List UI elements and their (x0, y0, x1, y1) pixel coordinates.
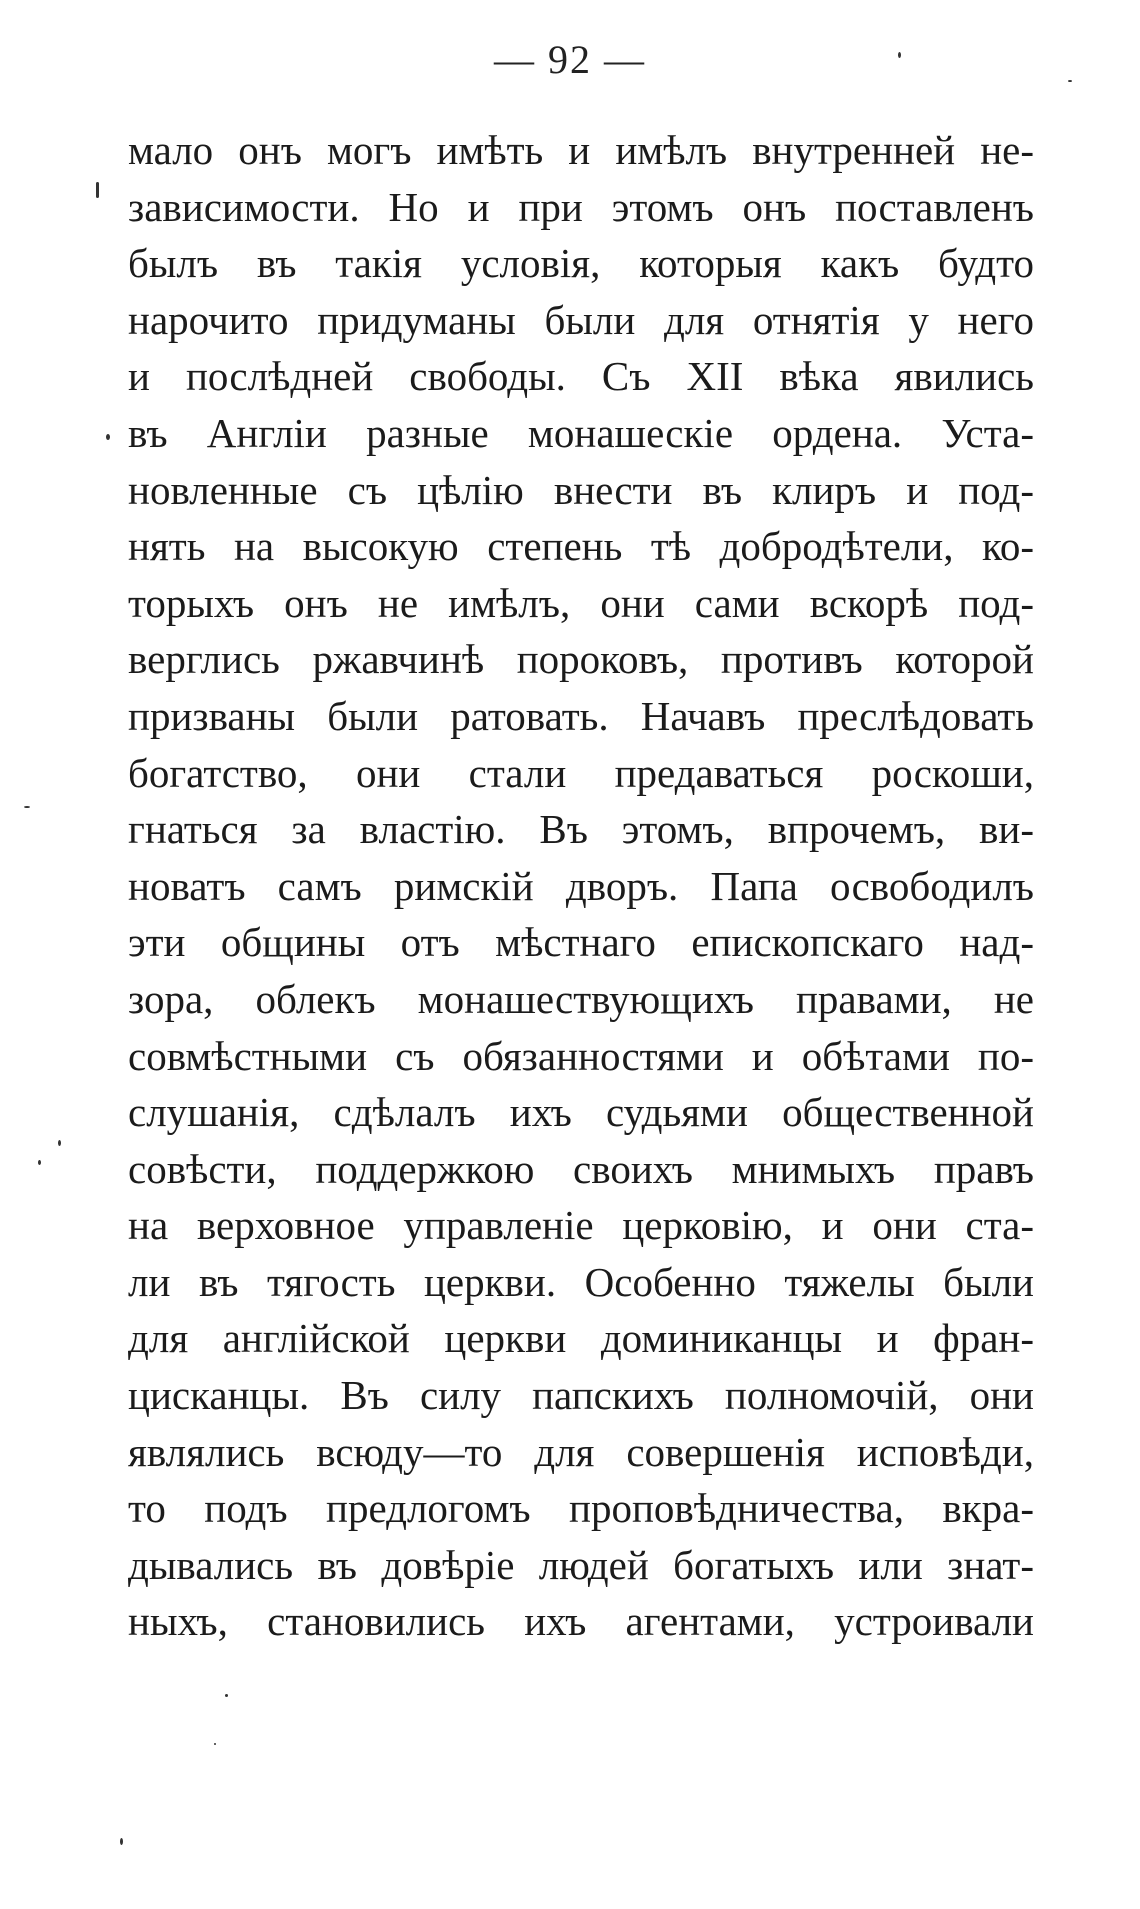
scan-speck (106, 434, 110, 440)
scan-speck (96, 182, 99, 198)
text-line: цисканцы. Въ силу папскихъ полномочій, они (128, 1372, 1034, 1419)
text-line: то подъ предлогомъ проповѣдничества, вкра- (128, 1485, 1034, 1532)
text-line: нять на высокую степень тѣ добродѣтели, ко- (128, 523, 1034, 570)
text-line: совмѣстными съ обязанностями и обѣтами по- (128, 1032, 1034, 1079)
text-line: совѣсти, поддержкою своихъ мнимыхъ правъ (128, 1145, 1034, 1192)
text-line: для англійской церкви доминиканцы и фран- (128, 1315, 1034, 1362)
text-line: дывались въ довѣріе людей богатыхъ или знат- (128, 1541, 1034, 1588)
scan-speck (898, 52, 901, 58)
text-line: богатство, они стали предаваться роскоши, (128, 749, 1034, 796)
text-line: слушанія, сдѣлалъ ихъ судьями общественной (128, 1089, 1034, 1136)
text-line: и послѣдней свободы. Съ XII вѣка явились (128, 353, 1034, 400)
text-line: зависимости. Но и при этомъ онъ поставленъ (128, 183, 1034, 230)
body-text (128, 122, 1034, 1650)
text-line: зора, облекъ монашествующихъ правами, не (128, 975, 1034, 1022)
text-line: новатъ самъ римскій дворъ. Папа освободилъ (128, 862, 1034, 909)
text-line: нарочито придуманы были для отнятія у него (128, 296, 1034, 343)
page-number: — 92 — (494, 37, 646, 82)
scan-speck (225, 1694, 228, 1697)
scan-speck (214, 1743, 216, 1745)
scan-speck (58, 1140, 61, 1146)
text-line: эти общины отъ мѣстнаго епископскаго над- (128, 919, 1034, 966)
scan-speck (1068, 80, 1072, 82)
text-line: на верховное управленіе церковію, и они ста- (128, 1202, 1034, 1249)
text-line: новленные съ цѣлію внести въ клиръ и под- (128, 466, 1034, 513)
text-line: верглись ржавчинѣ пороковъ, противъ которой (128, 636, 1034, 683)
text-line: ли въ тягость церкви. Особенно тяжелы были (128, 1258, 1034, 1305)
text-line: въ Англіи разные монашескіе ордена. Уста- (128, 409, 1034, 456)
scan-speck (120, 1838, 123, 1845)
scan-speck (24, 806, 30, 808)
text-line: ныхъ, становились ихъ агентами, устроивали (128, 1598, 1034, 1645)
text-line: гнаться за властію. Въ этомъ, впрочемъ, ви- (128, 806, 1034, 853)
text-line: мало онъ могъ имѣть и имѣлъ внутренней не- (128, 127, 1034, 173)
text-line: являлись всюду—то для совершенія исповѣди, (128, 1428, 1034, 1475)
text-line: торыхъ онъ не имѣлъ, они сами вскорѣ под- (128, 579, 1034, 626)
text-line: призваны были ратовать. Начавъ преслѣдовать (128, 692, 1034, 739)
scan-speck (38, 1160, 41, 1165)
text-line: былъ въ такія условія, которыя какъ будто (128, 240, 1034, 287)
